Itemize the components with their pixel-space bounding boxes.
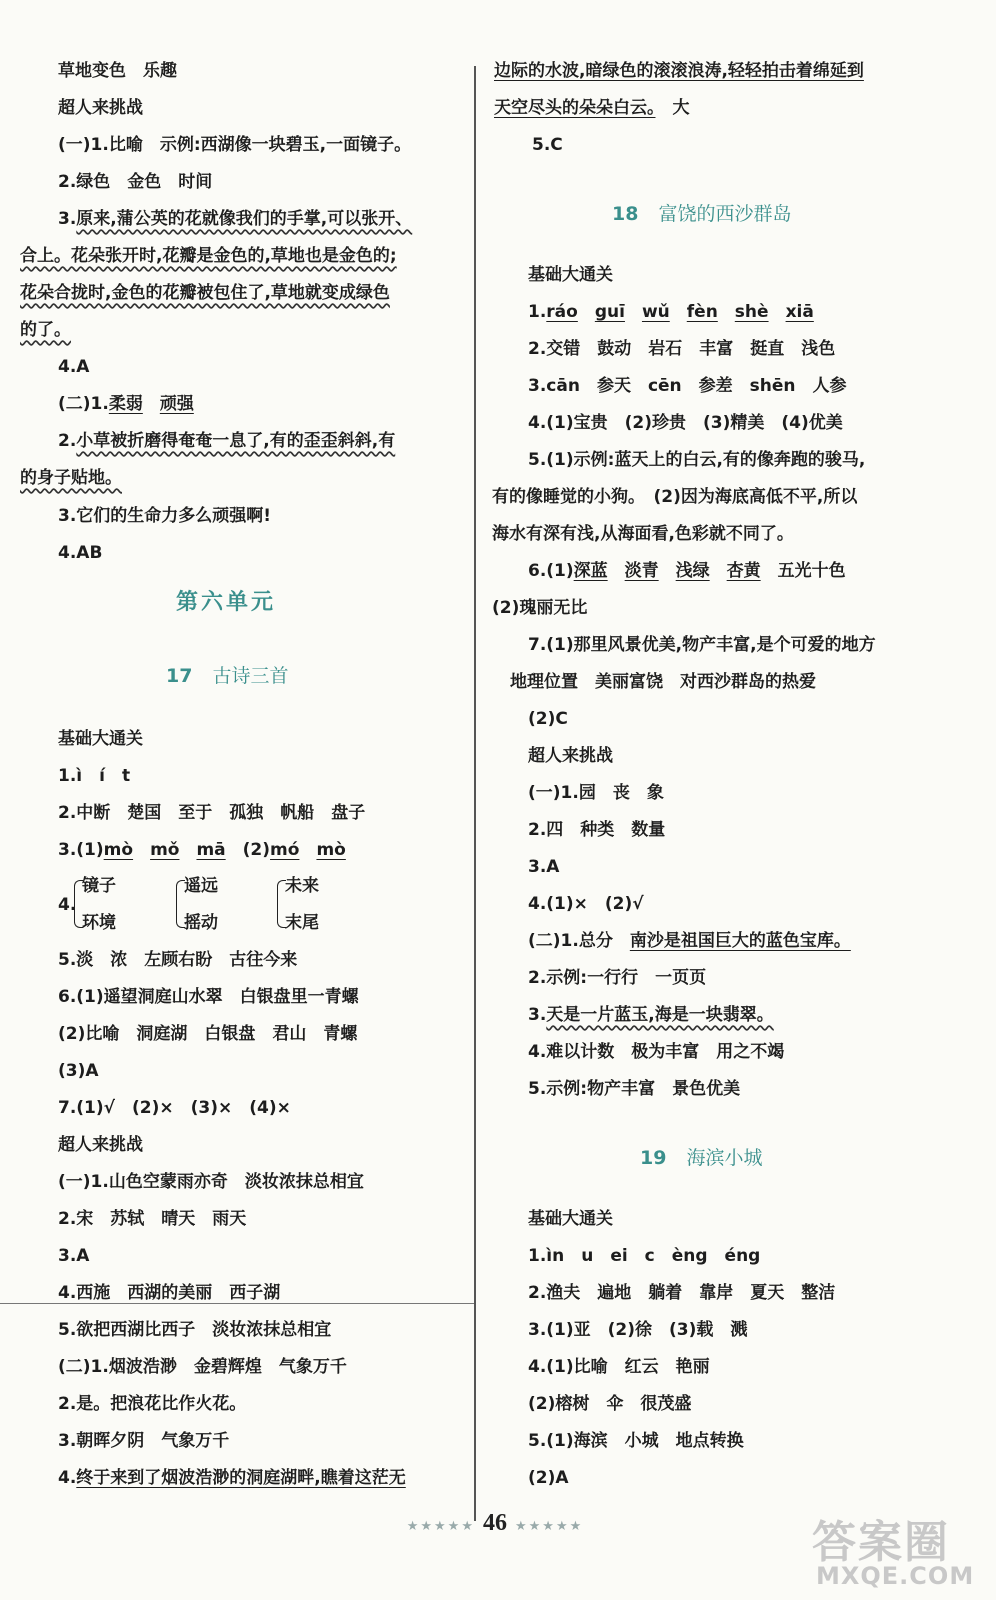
- underlined-answer: 的身子贴地。: [20, 468, 122, 488]
- answer-line: 5.(1)海滨 小城 地点转换: [528, 1431, 744, 1451]
- lesson-number: 19: [640, 1147, 667, 1169]
- answer-line: [528, 560, 846, 582]
- answer-line: (2)榕树 伞 很茂盛: [528, 1394, 692, 1414]
- answer-line: [494, 97, 690, 119]
- answer-line: (2)C: [528, 709, 568, 729]
- watermark-text: 答案圈: [812, 1517, 950, 1568]
- item-number: 6.(1): [528, 561, 574, 581]
- section-heading: 基础大通关: [58, 729, 143, 749]
- item-number: 4.: [58, 1468, 77, 1488]
- answer-line: 3.朝晖夕阴 气象万千: [58, 1431, 230, 1451]
- answer-line: 6.(1)遥望洞庭山水翠 白银盘里一青螺: [58, 987, 359, 1007]
- answer-line: 5.C: [532, 135, 563, 155]
- answer-line: (2)瑰丽无比: [492, 598, 588, 618]
- underlined-answer: 天是一片蓝玉,海是一块翡翠。: [546, 1005, 774, 1025]
- answer-line: [58, 208, 412, 230]
- underlined-word: 杏黄: [726, 561, 761, 581]
- answer-line: 4.(1)比喻 红云 艳丽: [528, 1357, 710, 1377]
- answer-line: 2.四 种类 数量: [528, 820, 666, 840]
- answer-line: 地理位置 美丽富饶 对西沙群岛的热爱: [510, 672, 816, 692]
- answer-line: 7.(1)√ (2)× (3)× (4)×: [58, 1098, 291, 1118]
- answer-line: 3.A: [528, 857, 560, 877]
- answer-line: 4.AB: [58, 543, 103, 563]
- lesson-name: 海滨小城: [686, 1147, 763, 1169]
- underlined-answer: 南沙是祖国巨大的蓝色宝库。: [629, 931, 851, 951]
- lesson-name: 富饶的西沙群岛: [658, 203, 792, 225]
- answer-line: 2.示例:一行行 一页页: [528, 968, 707, 988]
- item-number: 3.(1): [58, 840, 104, 860]
- answer-line: 有的像睡觉的小狗。 (2)因为海底高低不平,所以: [492, 487, 858, 507]
- underlined-answer: 的了。: [20, 320, 71, 340]
- answer-line: 海水有深有浅,从海面看,色彩就不同了。: [492, 524, 794, 544]
- answer-line: [58, 430, 395, 452]
- underlined-answer: 小草被折磨得奄奄一息了,有的歪歪斜斜,有: [76, 431, 396, 451]
- underlined-word: 柔弱: [108, 394, 143, 414]
- watermark-url: MXQE.COM: [816, 1562, 975, 1590]
- column-divider: [474, 66, 476, 1521]
- page-footer: [360, 1510, 630, 1537]
- answer-line: 2.交错 鼓动 岩石 丰富 挺直 浅色: [528, 339, 836, 359]
- page-number: 46: [483, 1510, 507, 1536]
- handwritten-char: 园: [578, 783, 596, 803]
- item-number: (二)1.总分: [528, 931, 630, 951]
- answer-line: 2.宋 苏轼 晴天 雨天: [58, 1209, 247, 1229]
- pinyin: wǔ: [641, 302, 670, 322]
- underlined-answer: 边际的水波,暗绿色的滚滚浪涛,轻轻拍击着绵延到: [494, 61, 864, 81]
- pinyin: fèn: [686, 302, 718, 322]
- underlined-answer: 合上。花朵张开时,花瓣是金色的,草地也是金色的;: [20, 246, 397, 266]
- answer-line: 5.欲把西湖比西子 淡妆浓抹总相宜: [58, 1320, 332, 1340]
- answer-line: 3.(1)亚 (2)徐 (3)载 溅: [528, 1320, 748, 1340]
- answer-line: [528, 930, 851, 952]
- answer-line: 3.它们的生命力多么顽强啊!: [58, 506, 272, 526]
- section-heading: 超人来挑战: [58, 98, 143, 118]
- answer-line: [528, 782, 664, 804]
- answer-line: 5.淡 浓 左顾右盼 古往今来: [58, 950, 298, 970]
- underlined-answer: 花朵合拢时,金色的花瓣被包住了,草地就变成绿色: [20, 283, 390, 303]
- answer-line: (3)A: [58, 1061, 99, 1081]
- item-number: 3.: [58, 209, 77, 229]
- answer-line: 1.ì í t: [58, 766, 131, 786]
- answer-line: (2)A: [528, 1468, 569, 1488]
- star-decoration-icon: ★★★★★: [406, 1519, 475, 1534]
- underlined-word: 深蓝: [573, 561, 608, 581]
- answer-word: 大: [672, 98, 690, 118]
- star-decoration-icon: ★★★★★: [515, 1519, 584, 1534]
- lesson-name: 古诗三首: [212, 665, 289, 687]
- handwritten-char: 丧: [612, 783, 630, 803]
- item-number: 3.: [528, 1005, 547, 1025]
- word-pair-bottom: 摇动: [184, 913, 218, 933]
- lesson-title: [612, 199, 791, 226]
- answer-line: 4.A: [58, 357, 90, 377]
- answer-word: 五光十色: [777, 561, 846, 581]
- underlined-word: 顽强: [159, 394, 194, 414]
- answer-line: [58, 839, 346, 861]
- item-number: (二)1.: [58, 394, 109, 414]
- underlined-answer: 终于来到了烟波浩渺的洞庭湖畔,瞧着这茫无: [76, 1468, 406, 1488]
- section-heading: 基础大通关: [528, 265, 613, 285]
- answer-line: 7.(1)那里风景优美,物产丰富,是个可爱的地方: [528, 635, 876, 655]
- unit-title: 第六单元: [176, 589, 277, 615]
- lesson-title: [166, 661, 288, 688]
- answer-line: 2.中断 楚国 至于 孤独 帆船 盘子: [58, 803, 366, 823]
- answer-line: [58, 393, 194, 415]
- answer-line: 2.是。把浪花比作火花。: [58, 1394, 247, 1414]
- answer-line: 5.示例:物产丰富 景色优美: [528, 1079, 741, 1099]
- pinyin: shè: [734, 302, 769, 322]
- pinyin: mó: [270, 840, 300, 860]
- answer-line: 3.A: [58, 1246, 90, 1266]
- underlined-answer: 原来,蒲公英的花就像我们的手掌,可以张开、: [76, 209, 413, 229]
- pinyin: xiā: [785, 302, 814, 322]
- answer-line: [58, 1467, 406, 1489]
- item-number: (一)1.: [528, 783, 579, 803]
- underlined-word: 淡青: [624, 561, 659, 581]
- item-number: 1.: [528, 302, 547, 322]
- pinyin: guī: [594, 302, 625, 322]
- item-number: (2): [242, 840, 271, 860]
- pinyin: mǒ: [150, 840, 180, 860]
- answer-line: [528, 1004, 774, 1026]
- answer-line: (一)1.比喻 示例:西湖像一块碧玉,一面镜子。: [58, 135, 412, 155]
- pinyin: mò: [316, 840, 346, 860]
- answer-line: (二)1.烟波浩渺 金碧辉煌 气象万千: [58, 1357, 347, 1377]
- section-heading: 超人来挑战: [58, 1135, 143, 1155]
- answer-line: 4.(1)× (2)√: [528, 894, 644, 914]
- word-pair-bottom: 末尾: [285, 913, 319, 933]
- watermark-logo: [812, 1506, 982, 1592]
- answer-line: 2.绿色 金色 时间: [58, 172, 213, 192]
- word-pair-top: 镜子: [82, 876, 116, 896]
- answer-line: 3.cān 参天 cēn 参差 shēn 人参: [528, 376, 847, 396]
- answer-line: 5.(1)示例:蓝天上的白云,有的像奔跑的骏马,: [528, 450, 866, 470]
- lesson-number: 18: [612, 203, 639, 225]
- section-heading: 基础大通关: [528, 1209, 613, 1229]
- lesson-number: 17: [166, 665, 193, 687]
- word-pair-bottom: 环境: [82, 913, 116, 933]
- item-number: 2.: [58, 431, 77, 451]
- answer-line: 4.西施 西湖的美丽 西子湖: [58, 1283, 281, 1303]
- handwritten-char: 象: [646, 783, 664, 803]
- section-heading: 超人来挑战: [528, 746, 613, 766]
- answer-line: [528, 301, 814, 323]
- item-number: 4.: [58, 895, 77, 915]
- answer-line: (一)1.山色空蒙雨亦奇 淡妆浓抹总相宜: [58, 1172, 364, 1192]
- pinyin: ráo: [546, 302, 578, 322]
- lesson-title: [640, 1143, 762, 1170]
- answer-line: (2)比喻 洞庭湖 白银盘 君山 青螺: [58, 1024, 358, 1044]
- pinyin: mò: [103, 840, 134, 860]
- answer-line: 4.难以计数 极为丰富 用之不竭: [528, 1042, 785, 1062]
- answer-line: 草地变色 乐趣: [58, 61, 177, 81]
- word-pair-top: 遥远: [184, 876, 218, 896]
- pinyin: mā: [196, 840, 226, 860]
- answer-line: 4.(1)宝贵 (2)珍贵 (3)精美 (4)优美: [528, 413, 843, 433]
- underlined-answer: 天空尽头的朵朵白云。: [494, 98, 656, 118]
- answer-line: 2.渔夫 遍地 躺着 靠岸 夏天 整洁: [528, 1283, 836, 1303]
- word-pair-top: 未来: [285, 876, 319, 896]
- underlined-word: 浅绿: [675, 561, 710, 581]
- answer-line: 1.ìn u ei c èng éng: [528, 1246, 761, 1266]
